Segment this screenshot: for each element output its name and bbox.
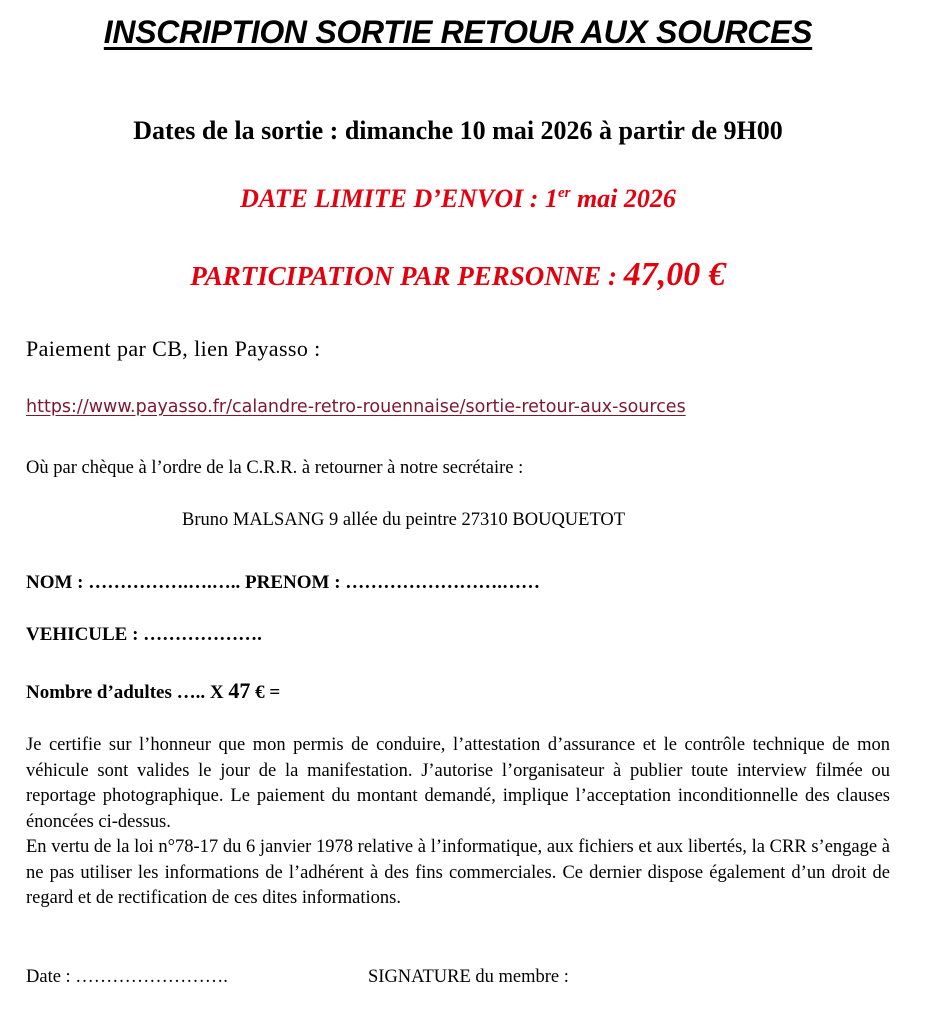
signature-field-line[interactable]: SIGNATURE du membre :: [368, 967, 569, 987]
deadline-notice: [0, 184, 916, 214]
legal-paragraph-privacy: En vertu de la loi n°78-17 du 6 janvier 1978 relative à l’informatique, aux fichiers et aux libertés, la CRR s’engage à ne pas utiliser les informations de l’adhérent à des fins commerciales. Ce dernier dispose également d’un droit de regard et de rectification de ces dites informations.: [26, 837, 890, 908]
adults-price: 47: [228, 678, 251, 703]
adults-suffix: € =: [250, 682, 281, 703]
price-value: 47,00 €: [623, 256, 726, 293]
name-field-line[interactable]: NOM : …………….….….. PRENOM : …………………….……: [26, 572, 541, 593]
vehicle-field-line[interactable]: VEHICULE : ……………….: [26, 624, 262, 645]
payment-instructions: Paiement par CB, lien Payasso :: [26, 336, 321, 361]
payasso-link[interactable]: https://www.payasso.fr/calandre-retro-rouennaise/sortie-retour-aux-sources: [26, 397, 686, 417]
legal-text: [26, 733, 890, 912]
legal-paragraph-certification: Je certifie sur l’honneur que mon permis de conduire, l’attestation d’assurance et le contrôle technique de mon véhicule sont valides le jour de la manifestation. J’autorise l’organisateur à publier toute interview filmée ou reportage photographique. Le paiement du montant demandé, implique l’acceptation inconditionnelle des clauses énoncées ci-dessus.: [26, 735, 890, 832]
adults-count-line[interactable]: [26, 678, 280, 704]
secretary-address: Bruno MALSANG 9 allée du peintre 27310 BOUQUETOT: [182, 510, 626, 530]
page-title: INSCRIPTION SORTIE RETOUR AUX SOURCES: [103, 14, 813, 50]
participation-price: [0, 256, 916, 294]
deadline-month: mai 2026: [570, 184, 676, 213]
participation-label: PARTICIPATION PAR PERSONNE :: [190, 261, 624, 291]
deadline-superscript: er: [557, 185, 571, 201]
cheque-instructions: Où par chèque à l’ordre de la C.R.R. à retourner à notre secrétaire :: [26, 458, 524, 478]
deadline-text: DATE LIMITE D’ENVOI : 1: [240, 184, 558, 213]
event-dates: Dates de la sortie : dimanche 10 mai 2026 à partir de 9H00: [133, 116, 783, 145]
adults-label: Nombre d’adultes ….. X: [26, 682, 229, 703]
date-field-line[interactable]: Date : …………………….: [26, 967, 228, 987]
